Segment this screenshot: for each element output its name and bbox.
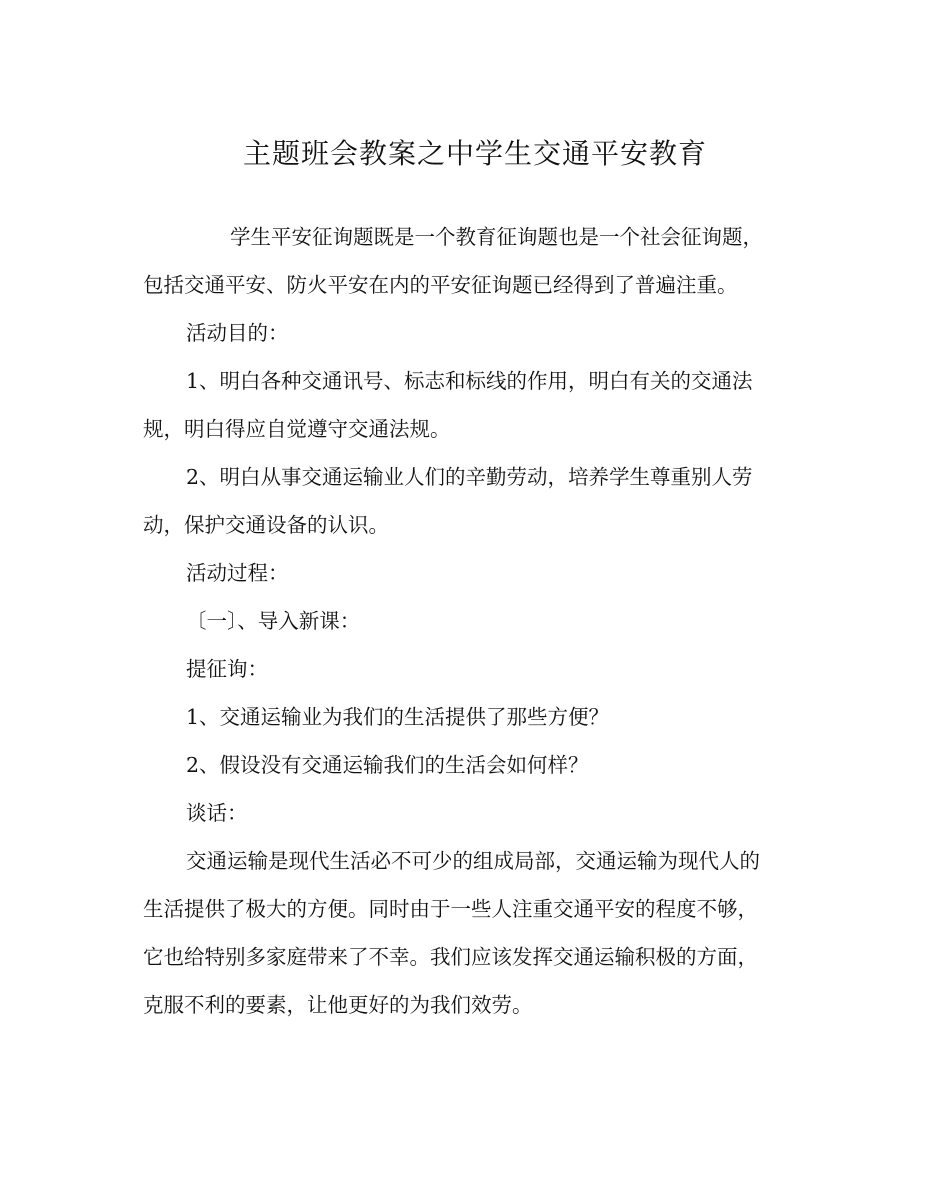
paragraph-line: 生活提供了极大的方便。同时由于一些人注重交通平安的程度不够， xyxy=(143,897,758,921)
paragraph-line: 包括交通平安、防火平安在内的平安征询题已经得到了普遍注重。 xyxy=(143,273,738,297)
paragraph-line: 克服不利的要素，让他更好的为我们效劳。 xyxy=(143,993,533,1017)
paragraph-line: 学生平安征询题既是一个教育征询题也是一个社会征询题， xyxy=(230,225,763,249)
section-heading: 活动过程： xyxy=(186,561,289,585)
paragraph-line: 2、假设没有交通运输我们的生活会如何样？ xyxy=(186,753,589,777)
paragraph-line: 1、明白各种交通讯号、标志和标线的作用，明白有关的交通法 xyxy=(186,369,753,393)
paragraph-line: 2、明白从事交通运输业人们的辛勤劳动，培养学生尊重别人劳 xyxy=(186,465,753,489)
document-title: 主题班会教案之中学生交通平安教育 xyxy=(242,137,707,170)
subsection-heading: 〔一〕、导入新课： xyxy=(186,609,361,633)
paragraph-line: 它也给特别多家庭带来了不幸。我们应该发挥交通运输积极的方面， xyxy=(143,945,758,969)
paragraph-line: 交通运输是现代生活必不可少的组成局部，交通运输为现代人的 xyxy=(186,849,760,873)
paragraph-line: 动，保护交通设备的认识。 xyxy=(143,513,389,537)
paragraph-line: 规，明白得应自觉遵守交通法规。 xyxy=(143,417,451,441)
paragraph-line: 谈话： xyxy=(186,801,248,825)
section-heading: 活动目的： xyxy=(186,321,289,345)
paragraph-line: 1、交通运输业为我们的生活提供了那些方便？ xyxy=(186,705,610,729)
paragraph-line: 提征询： xyxy=(186,657,268,681)
